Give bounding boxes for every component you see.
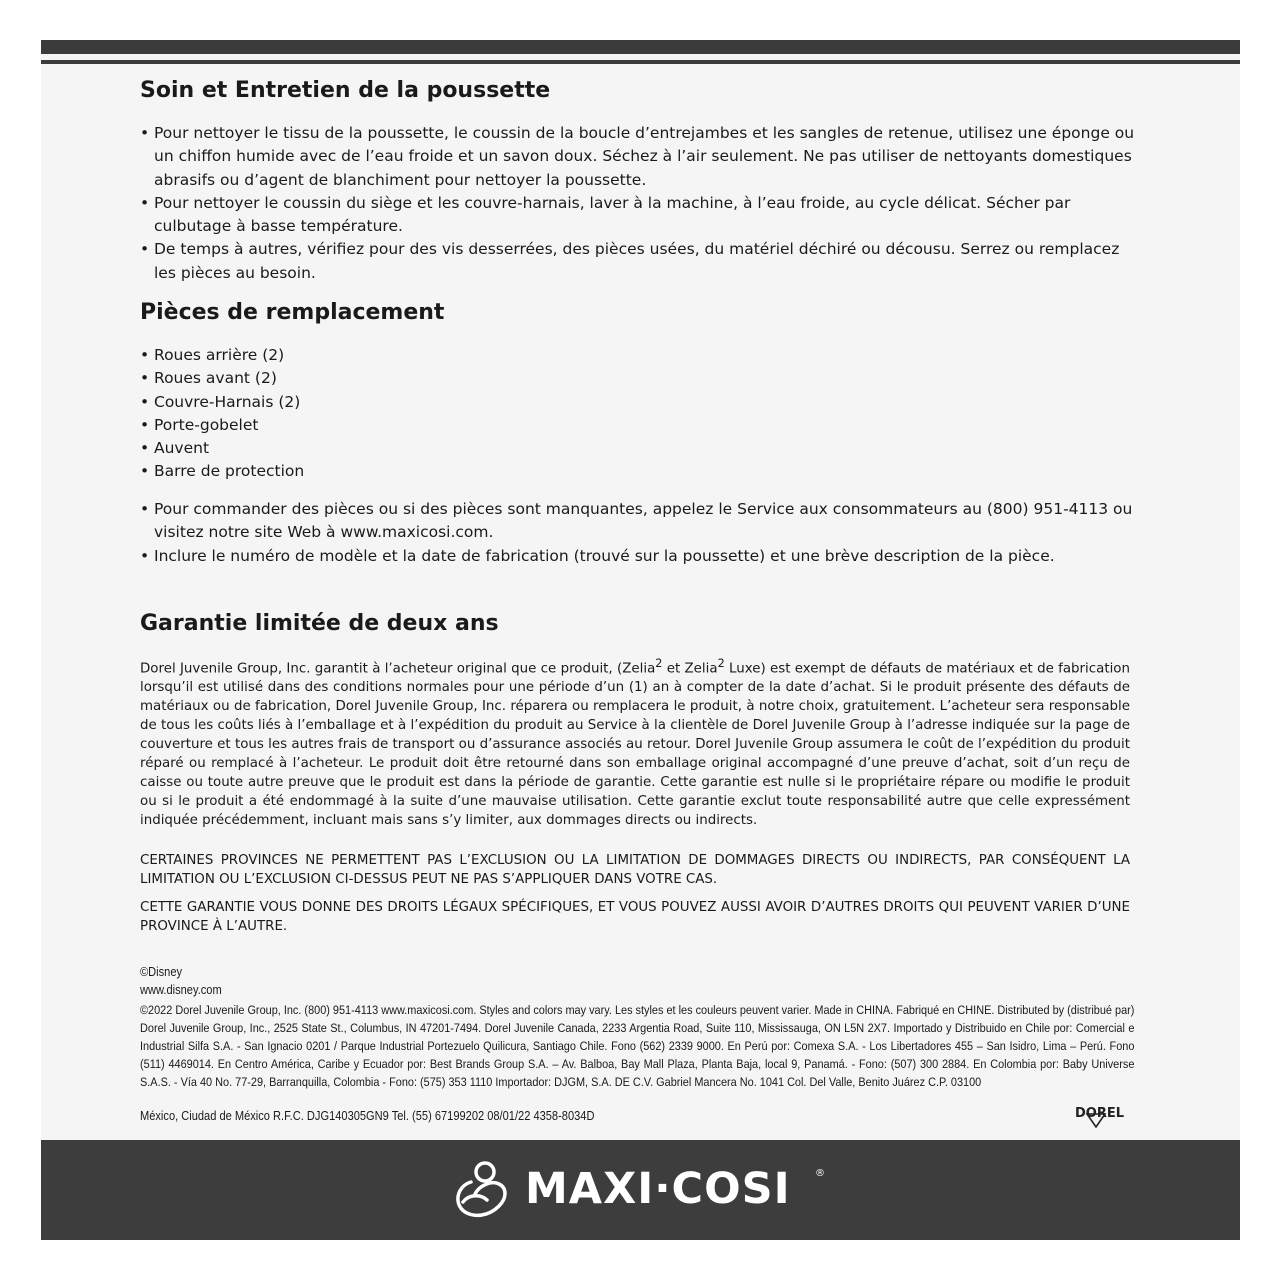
dorel-logo (1075, 1100, 1127, 1132)
list-item: • De temps à autres, vérifiez pour des vis desserrées, des pièces usées, du matériel déchiré ou décousu. Serrez ou remplacez les pièces au besoin. (140, 238, 1140, 285)
parts-list (140, 344, 1140, 484)
warranty-text-start: Dorel Juvenile Group, Inc. garantit à l’acheteur original que ce produit, (Zelia (140, 661, 656, 677)
warranty-text-end: Luxe) est exempt de défauts de matériaux et de fabrication lorsqu’il est utilisé dans des conditions normales pour une période d’un (1) an à compter de la date d’achat. Si le produit présente des défauts de matériaux ou de fabrication, Dorel Juvenile Group, Inc. réparera ou remplacera le produit, à notre choix, gratuitement. L’acheteur sera responsable de tous les coûts liés à l’emballage et à l’expédition du produit au Service à la clientèle de Dorel Juvenile Group à l’adresse indiquée sur la page de couverture et tous les autres frais de transport ou d’assurance associés au retour. Dorel Juvenile Group assumera le coût de l’expédition du produit réparé ou remplacé à l’acheteur. Le produit doit être retourné dans son emballage original accompagné d’une preuve d’achat, soit d’un reçu de caisse ou toute autre preuve que le produit est dans la période de garantie. Cette garantie est nulle si le propriétaire répare ou modifie le produit ou si le produit a été endommagé à la suite d’une mauvaise utilisation. Cette garantie exclut toute responsabilité autre que celle expressément indiquée précédemment, incluant mais sans s’y limiter, aux dommages directs ou indirects. (140, 661, 1130, 829)
warranty-text-mid: et Zelia (662, 661, 718, 677)
warranty-heading: Garantie limitée de deux ans (140, 611, 499, 636)
list-item: • Roues arrière (2) (140, 344, 1140, 367)
registered-mark: ® (815, 1168, 825, 1179)
disney-url: www.disney.com (140, 983, 222, 997)
maxi-cosi-baby-icon (449, 1158, 519, 1226)
list-item: • Auvent (140, 437, 1140, 460)
maxi-cosi-logo (449, 1158, 841, 1226)
list-item: • Pour nettoyer le coussin du siège et les couvre-harnais, laver à la machine, à l’eau froide, au cycle délicat. Sécher par culbutage à basse température. (140, 192, 1140, 239)
disney-copyright: ©Disney (140, 965, 183, 979)
list-item: • Porte-gobelet (140, 414, 1140, 437)
top-rule-thin (41, 60, 1240, 64)
list-item: • Pour commander des pièces ou si des pièces sont manquantes, appelez le Service aux consommateurs au (800) 951-4113 ou visitez notre site Web à www.maxicosi.com. (140, 498, 1140, 545)
list-item: • Barre de protection (140, 460, 1140, 483)
parts-notes (140, 498, 1140, 568)
manual-page (41, 40, 1240, 1240)
care-list (140, 122, 1140, 285)
list-item: • Pour nettoyer le tissu de la poussette, le coussin de la boucle d’entrejambes et les sangles de retenue, utilisez une éponge ou un chiffon humide avec de l’eau froide et un savon doux. Séchez à l’air seulement. Ne pas utiliser de nettoyants domestiques abrasifs ou d’agent de blanchiment pour nettoyer la poussette. (140, 122, 1140, 192)
top-rule-thick (41, 40, 1240, 54)
warranty-disclaimer-1: CERTAINES PROVINCES NE PERMETTENT PAS L’EXCLUSION OU LA LIMITATION DE DOMMAGES DIRECTS OU INDIRECTS, PAR CONSÉQUENT LA LIMITATION OU L’EXCLUSION CI-DESSUS PEUT NE PAS S’APPLIQUER DANS VOTRE CAS. (140, 853, 1130, 887)
warranty-disclaimer-2: CETTE GARANTIE VOUS DONNE DES DROITS LÉGAUX SPÉCIFIQUES, ET VOUS POUVEZ AUSSI AVOIR D’AUTRES DROITS QUI PEUVENT VARIER D’UNE PROVINCE À L’AUTRE. (140, 900, 1130, 934)
legal-last-line: México, Ciudad de México R.F.C. DJG140305GN9 Tel. (55) 67199202 08/01/22 4358-8034D (140, 1109, 595, 1123)
legal-body: ©2022 Dorel Juvenile Group, Inc. (800) 951-4113 www.maxicosi.com. Styles and colors may vary. Les styles et les couleurs peuvent varier. Made in CHINA. Fabriqué en CHINE. Distributed by (distribué par) Dorel Juvenile Group, Inc., 2525 State St., Columbus, IN 47201-7494. Dorel Juvenile Canada, 2233 Argentia Road, Suite 110, Mississauga, ON L5N 2X7. Importado y Distribuido en Chile por: Comercial e Industrial Silfa S.A. - San Ignacio 0201 / Parque Industrial Portezuelo Quilicura, Santiago Chile. Fono (562) 2339 9000. En Perú por: Comexa S.A. - Los Libertadores 455 – San Isidro, Lima – Perú. Fono (511) 4469014. En Centro América, Caribe y Ecuador por: Best Brands Group S.A. – Av. Balboa, Bay Mall Plaza, Planta Baja, local 9, Panamá. - Fono: (507) 300 2884. En Colombia por: Baby Universe S.A.S. - Vía 40 No. 77-29, Barranquilla, Colombia - Fono: (575) 353 1110 Importador: DJGM, S.A. DE C.V. Gabriel Mancera No. 1041 Col. Del Valle, Benito Juárez C.P. 03100 (140, 1003, 1135, 1089)
list-item: • Couvre-Harnais (2) (140, 391, 1140, 414)
warranty-paragraph (140, 654, 1130, 830)
list-item: • Inclure le numéro de modèle et la date de fabrication (trouvé sur la poussette) et une brève description de la pièce. (140, 545, 1140, 568)
list-item: • Roues avant (2) (140, 367, 1140, 390)
superscript: 2 (717, 657, 725, 670)
care-heading: Soin et Entretien de la poussette (140, 78, 551, 103)
brand-name: MAXI·COSI (525, 1164, 791, 1214)
parts-heading: Pièces de remplacement (140, 300, 445, 325)
superscript: 2 (655, 657, 663, 670)
brand-footer (41, 1140, 1240, 1240)
dorel-logo-text: DOREL (1075, 1106, 1125, 1121)
